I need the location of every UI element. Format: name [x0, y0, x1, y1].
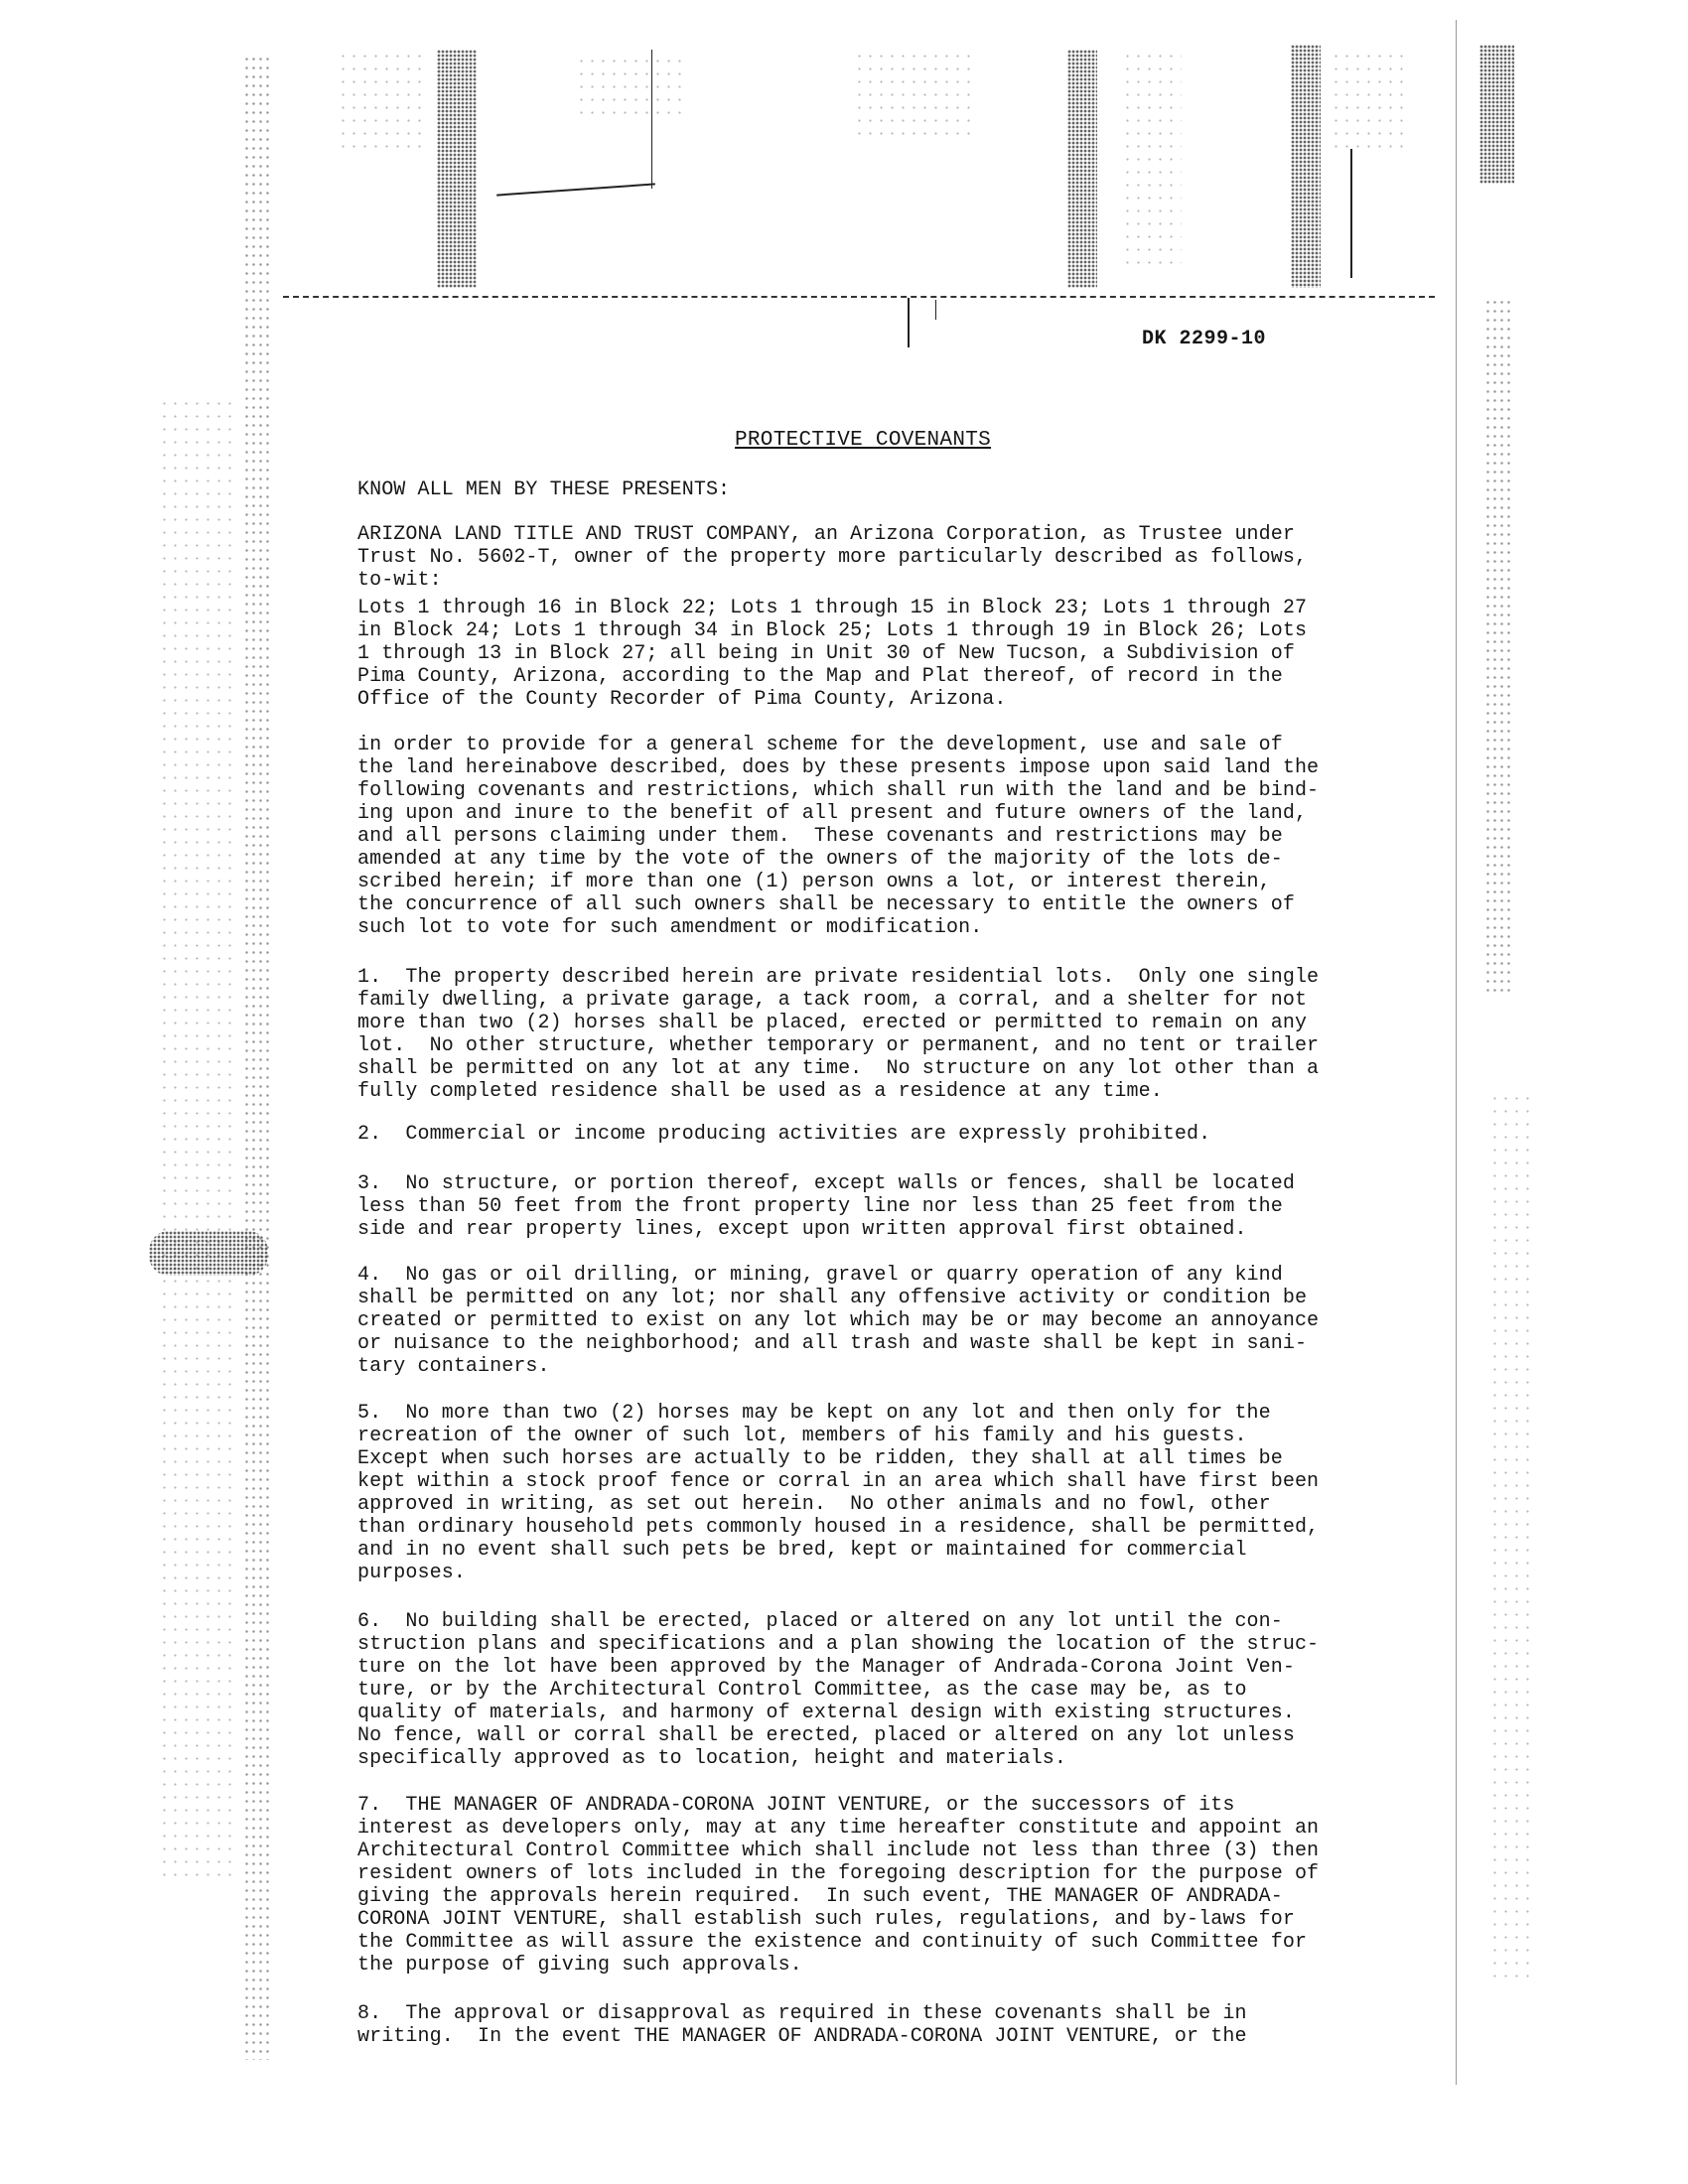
scan-smudge-left	[149, 1231, 268, 1276]
scan-block-5	[1067, 50, 1097, 288]
scan-mark-1	[651, 50, 652, 189]
document-title: PROTECTIVE COVENANTS	[735, 429, 992, 452]
section-1: 1. The property described herein are private residential lots. Only one single family dwelling, a private garage, a tack room, a corral, and a shelter for not more than two (2) horses shall be placed, erected or permitted to remain on any lot. No other structure, whether temporary or permanent, and no tent or trailer shall be permitted on any lot at any time. No structure on any lot other than a fully completed residence shall be used as a residence at any time.	[357, 966, 1320, 1103]
scan-noise-left	[243, 55, 273, 2060]
section-7: 7. THE MANAGER OF ANDRADA-CORONA JOINT VENTURE, or the successors of its interest as developers only, may at any time hereafter constitute and appoint an Architectural Control Committee which shall include not less than three (3) then resident owners of lots included in the foregoing description for the purpose of giving the approvals herein required. In such event, THE MANAGER OF ANDRADA- CORONA JOINT VENTURE, shall establish such rules, regulations, and by-laws for the Committee as will assure the existence and continuity of such Committee for the purpose of giving such approvals.	[357, 1794, 1320, 1977]
section-3: 3. No structure, or portion thereof, except walls or fences, shall be located less than 50 feet from the front property line nor less than 25 feet from the side and rear property lines, except upon written approval first obtained.	[357, 1172, 1295, 1241]
scan-stroke	[496, 183, 655, 196]
scan-noise-right-lower	[1489, 1092, 1529, 1985]
legal-description: Lots 1 through 16 in Block 22; Lots 1 through 15 in Block 23; Lots 1 through 27 in Block 24; Lots 1 through 34 in Block 25; Lots 1 through 19 in Block 26; Lots 1 through 13 in Block 27; all being in Unit 30 of New Tucson, a Subdivision of Pima County, Arizona, according to the Map and Plat thereof, of record in the Office of the County Recorder of Pima County, Arizona.	[357, 597, 1308, 711]
scan-noise-left-outer	[159, 397, 238, 1886]
scan-block-1	[437, 50, 477, 288]
scan-noise-right	[1484, 298, 1514, 993]
section-5: 5. No more than two (2) horses may be kept on any lot and then only for the recreation of the owner of such lot, members of his family and his guests. Except when such horses are actually to be ridden, they shall at all times be kept within a stock proof fence or corral in an area which shall have first been approved in writing, as set out herein. No other animals and no fowl, other than ordinary household pets commonly housed in a residence, shall be permitted, and in no event shall such pets be bred, kept or maintained for commercial purposes.	[357, 1402, 1320, 1584]
scan-block-7	[1291, 45, 1321, 288]
scan-block-6	[1122, 50, 1182, 268]
scan-block-3	[576, 55, 685, 114]
scan-mark-4	[935, 300, 936, 320]
scan-noise-right-top	[1479, 45, 1514, 184]
scan-block-2	[338, 50, 427, 149]
scan-block-4	[854, 50, 973, 139]
intro-line: KNOW ALL MEN BY THESE PRESENTS:	[357, 478, 731, 501]
section-2: 2. Commercial or income producing activities are expressly prohibited.	[357, 1123, 1211, 1146]
scan-block-8	[1331, 50, 1410, 149]
section-6: 6. No building shall be erected, placed or altered on any lot until the con- struction plans and specifications and a plan showing the location of the struc- ture on the lot have been approved by the Manager of Andrada-Corona Joint Ven- ture, or by the Architectural Control Committee, as the case may be, as to quality of materials, and harmony of external design with existing structures. No fence, wall or corral shall be erected, placed or altered on any lot unless specifically approved as to location, height and materials.	[357, 1610, 1320, 1770]
scan-edge-right	[1456, 20, 1457, 2085]
scan-mark-2	[1350, 149, 1352, 278]
header-rule	[283, 296, 1435, 298]
owner-clause: ARIZONA LAND TITLE AND TRUST COMPANY, an Arizona Corporation, as Trustee under Trust No. 5602-T, owner of the property more particularly described as follows, to-wit:	[357, 523, 1308, 592]
section-4: 4. No gas or oil drilling, or mining, gravel or quarry operation of any kind shall be permitted on any lot; nor shall any offensive activity or condition be created or permitted to exist on any lot which may be or may become an annoyance or nuisance to the neighborhood; and all trash and waste shall be kept in sani- tary containers.	[357, 1264, 1320, 1378]
document-number: DK 2299-10	[1142, 328, 1267, 350]
section-8: 8. The approval or disapproval as required in these covenants shall be in writing. In the event THE MANAGER OF ANDRADA-CORONA JOINT VENTURE, or the	[357, 2002, 1247, 2048]
scan-mark-3	[908, 298, 910, 347]
preamble: in order to provide for a general scheme for the development, use and sale of the land hereinabove described, does by these presents impose upon said land the following covenants and restrictions, which shall run with the land and be bind- ing upon and inure to the benefit of all present and future owners of the land, and all persons claiming under them. These covenants and restrictions may be amended at any time by the vote of the owners of the majority of the lots de- scribed herein; if more than one (1) person owns a lot, or interest therein, the concurrence of all such owners shall be necessary to entitle the owners of such lot to vote for such amendment or modification.	[357, 734, 1320, 939]
